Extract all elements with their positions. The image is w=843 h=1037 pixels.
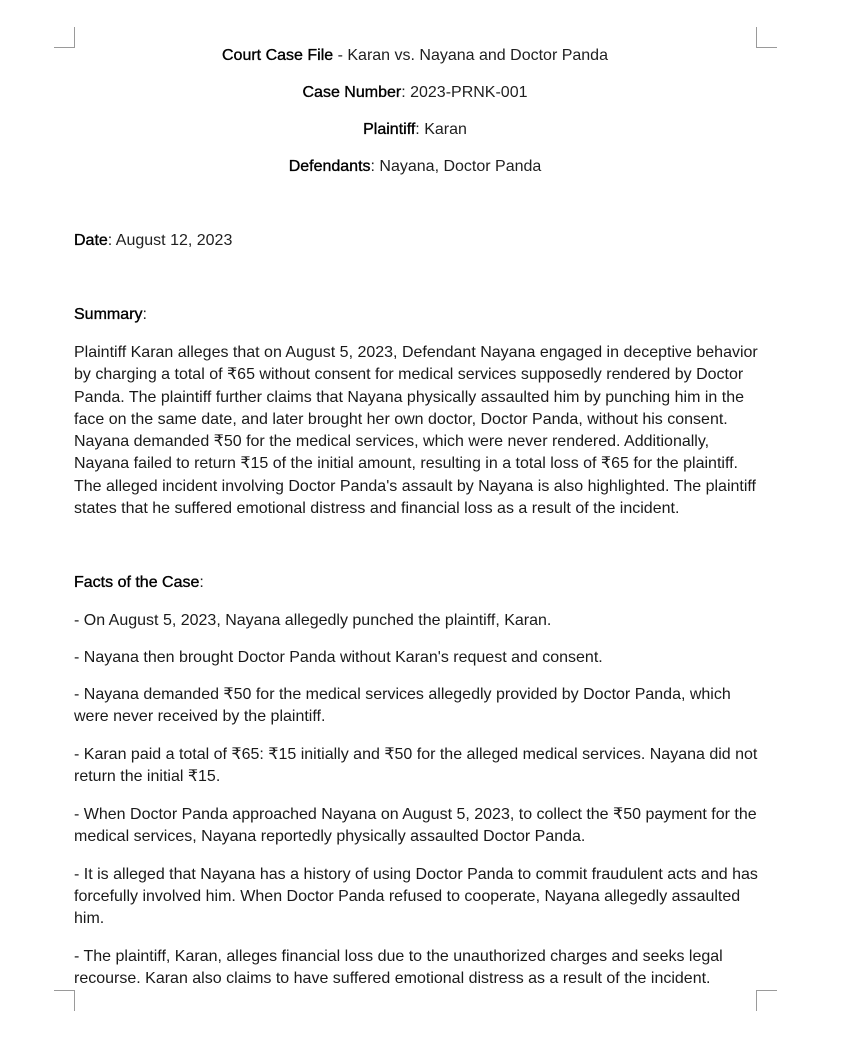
case-number-label: Case Number — [302, 84, 402, 101]
page-corner-mark-top-left — [54, 27, 75, 48]
defendants-value: : Nayana, Doctor Panda — [370, 158, 542, 175]
plaintiff-label: Plaintiff — [363, 121, 416, 138]
summary-heading-suffix: : — [142, 306, 147, 323]
facts-heading-suffix: : — [199, 574, 204, 591]
date-label: Date — [74, 232, 108, 249]
fact-item: - When Doctor Panda approached Nayana on August 5, 2023, to collect the ₹50 payment for the medical services, Nayana reportedly physically assaulted Doctor Panda. — [74, 806, 757, 845]
defendants-label: Defendants — [288, 158, 371, 175]
plaintiff-line — [74, 120, 756, 140]
summary-paragraph: Plaintiff Karan alleges that on August 5, 2023, Defendant Nayana engaged in deceptive behavior by charging a total of ₹65 without consent for medical services supposedly rendered by Doctor Panda. The plaintiff further claims that Nayana physically assaulted him by punching him in the face on the same date, and later brought her own doctor, Doctor Panda, without his consent. Nayana demanded ₹50 for the medical services, which were never rendered. Additionally, Nayana failed to return ₹15 of the initial amount, resulting in a total loss of ₹65 for the plaintiff. The alleged incident involving Doctor Panda's assault by Nayana is also highlighted. The plaintiff states that he suffered emotional distress and financial loss as a result of the incident. — [74, 344, 758, 518]
page-corner-mark-bottom-right — [756, 990, 777, 1011]
page-corner-mark-top-right — [756, 27, 777, 48]
case-number-line — [74, 83, 756, 103]
summary-heading — [74, 305, 147, 325]
fact-item: - Nayana then brought Doctor Panda without Karan's request and consent. — [74, 649, 603, 666]
case-number-value: : 2023-PRNK-001 — [401, 84, 528, 101]
facts-heading — [74, 573, 204, 593]
case-title-label: Court Case File — [222, 47, 334, 64]
fact-item: - It is alleged that Nayana has a history of using Doctor Panda to commit fraudulent acts and has forcefully involved him. When Doctor Panda refused to cooperate, Nayana allegedly assaulted him. — [74, 866, 758, 927]
case-title-value: - Karan vs. Nayana and Doctor Panda — [333, 47, 608, 64]
facts-heading-label: Facts of the Case — [74, 574, 200, 591]
plaintiff-value: : Karan — [415, 121, 467, 138]
fact-item: - Nayana demanded ₹50 for the medical services allegedly provided by Doctor Panda, which were never received by the plaintiff. — [74, 686, 731, 725]
summary-heading-label: Summary — [74, 306, 143, 323]
fact-item: - Karan paid a total of ₹65: ₹15 initially and ₹50 for the alleged medical services. Nayana did not return the initial ₹15. — [74, 746, 758, 785]
case-title-line — [74, 46, 756, 66]
date-line — [74, 231, 232, 251]
date-value: : August 12, 2023 — [107, 232, 233, 249]
fact-item: - On August 5, 2023, Nayana allegedly punched the plaintiff, Karan. — [74, 612, 552, 629]
defendants-line — [74, 157, 756, 177]
page-corner-mark-bottom-left — [54, 990, 75, 1011]
fact-item: - The plaintiff, Karan, alleges financial loss due to the unauthorized charges and seeks legal recourse. Karan also claims to have suffered emotional distress as a result of the incident. — [74, 948, 723, 987]
